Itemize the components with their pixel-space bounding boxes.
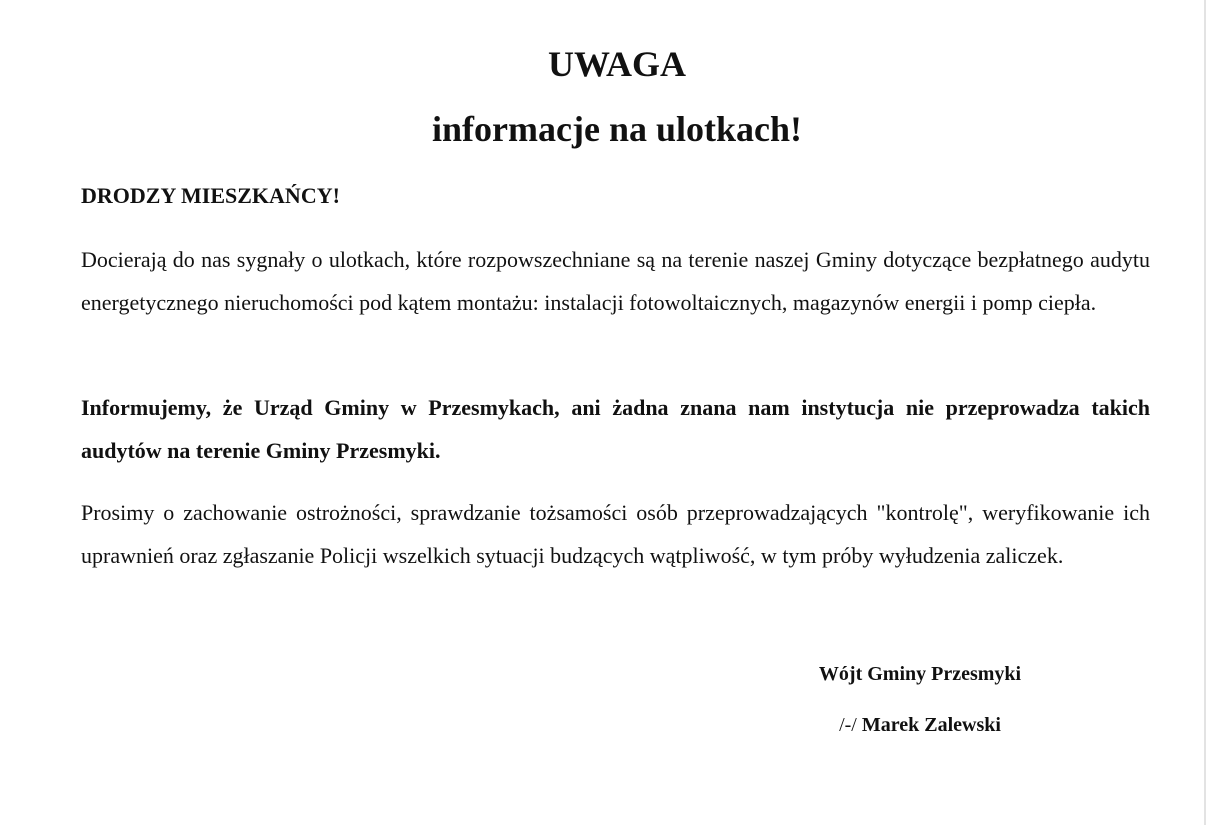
notice-subtitle: informacje na ulotkach! bbox=[432, 109, 802, 149]
paragraph-leaflets-signals: Docierają do nas sygnały o ulotkach, które rozpowszechniane są na terenie naszej Gminy dotyczące bezpłatnego audytu energetycznego nieruchomości pod kątem montażu: instalacji fotowoltaicznych, magazynów energii i pomp ciepła. bbox=[81, 247, 1150, 315]
greeting-heading: DRODZY MIESZKAŃCY! bbox=[81, 183, 340, 208]
signature-line bbox=[810, 711, 1030, 739]
signature-prefix: /-/ bbox=[839, 714, 857, 736]
signature-role: Wójt Gminy Przesmyki bbox=[818, 663, 1022, 685]
paragraph-caution-request: Prosimy o zachowanie ostrożności, sprawdzanie tożsamości osób przeprowadzających "kontrolę", weryfikowanie ich uprawnień oraz zgłaszanie Policji wszelkich sytuacji budzących wątpliwość, w tym próby wyłudzenia zaliczek. bbox=[81, 500, 1150, 568]
signature-name: Marek Zalewski bbox=[861, 714, 1001, 736]
notice-title: UWAGA bbox=[547, 44, 686, 84]
paragraph-no-audits-statement: Informujemy, że Urząd Gminy w Przesmykach, ani żadna znana nam instytucja nie przeprowadza takich audytów na terenie Gminy Przesmyki. bbox=[81, 395, 1150, 463]
